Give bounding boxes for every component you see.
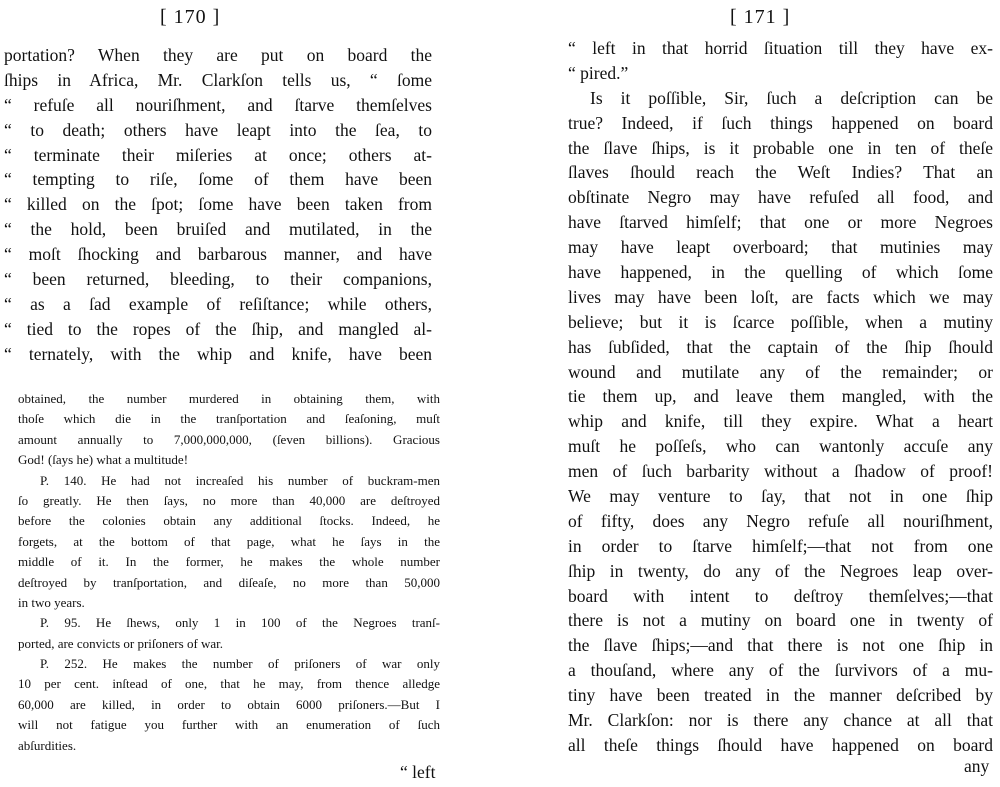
text-line: lives may have been loſt, are facts which we may	[568, 286, 993, 307]
text-line: all theſe things ſhould have happened on board	[568, 734, 993, 755]
footnote-line: P. 95. He ſhews, only 1 in 100 of the Negroes tranſ-	[40, 615, 440, 631]
text-line: “ as a ſad example of reſiſtance; while others,	[4, 293, 432, 314]
text-line: ſlaves ſhould reach the Weſt Indies? That an	[568, 162, 993, 183]
catchword-right: any	[964, 756, 990, 776]
text-line: board with intent to deſtroy themſelves;—that	[568, 585, 993, 606]
text-line: Is it poſſible, Sir, ſuch a deſcription can be	[590, 87, 993, 108]
text-line: muſt he poſſeſs, who can wantonly accuſe any	[568, 436, 993, 457]
text-line: may have leapt overboard; that mutinies may	[568, 237, 993, 258]
main-text-right	[568, 36, 993, 758]
text-line: tiny have been treated in the manner deſcribed by	[568, 685, 993, 706]
text-line: “ killed on the ſpot; ſome have been taken from	[4, 194, 432, 215]
text-line: “ to death; others have leapt into the ſea, to	[4, 119, 432, 140]
text-line: “ tied to the ropes of the ſhip, and mangled al-	[4, 318, 432, 339]
text-line: have happened, in the quelling of which ſome	[568, 262, 993, 283]
text-line: has ſubſided, that the captain of the ſhip ſhould	[568, 336, 993, 357]
text-line: whip and knife, till they expire. What a heart	[568, 411, 993, 432]
footnote-line: P. 252. He makes the number of priſoners of war only	[40, 656, 440, 672]
footnote-line: will not fatigue you further with an enumeration of ſuch	[18, 717, 440, 733]
footnote-line: deſtroyed by tranſportation, and diſeaſe, no more than 50,000	[18, 574, 440, 590]
text-line: obſtinate Negro may have refuſed all food, and	[568, 187, 993, 208]
text-line: wound and mutilate any of the remainder; or	[568, 361, 993, 382]
footnote-line: God! (ſays he) what a multitude!	[18, 452, 189, 468]
text-line: “ left in that horrid ſituation till they have ex-	[568, 38, 993, 58]
footnote-line: amount annually to 7,000,000,000, (ſeven billions). Gracious	[18, 431, 440, 447]
text-line: the ſlave ſhips, is it probable one in ten of theſe	[568, 137, 993, 158]
text-line: portation? When they are put on board the	[4, 45, 432, 65]
footnote-line: forgets, at the bottom of that page, what he ſays in the	[18, 533, 440, 549]
text-line: “ ternately, with the whip and knife, have been	[4, 343, 432, 364]
page-number-left: [ 170 ]	[160, 6, 221, 28]
text-line: “ moſt ſhocking and barbarous manner, and have	[4, 244, 432, 265]
text-line: “ been returned, bleeding, to their companions,	[4, 269, 432, 290]
footnote-line: ſo greatly. He then ſays, no more than 40,000 are deſtroyed	[18, 492, 440, 508]
text-line: a thouſand, where any of the ſurvivors of a mu-	[568, 660, 993, 681]
text-line: “ pired.”	[568, 62, 629, 83]
text-line: ſhips in Africa, Mr. Clarkſon tells us, “ ſome	[4, 69, 432, 90]
footnote-line: thoſe which die in the tranſportation and ſeaſoning, muſt	[18, 411, 440, 427]
text-line: men of ſuch barbarity without a ſhadow of proof!	[568, 461, 993, 482]
page-number-right: [ 171 ]	[730, 6, 791, 28]
footnote-line: P. 140. He had not increaſed his number of buckram-men	[40, 472, 440, 488]
text-line: ſhip in twenty, do any of the Negroes leap over-	[568, 560, 993, 581]
text-line: true? Indeed, if ſuch things happened on board	[568, 112, 993, 133]
text-line: in order to ſtarve himſelf;—that not from one	[568, 535, 993, 556]
footnote-line: middle of it. In the former, he makes the whole number	[18, 554, 440, 570]
footnote-line: ported, are convicts or priſoners of war.	[18, 635, 224, 651]
footnote-line: 60,000 are killed, in order to obtain 6000 priſoners.—But I	[18, 696, 440, 712]
text-line: We may venture to ſay, that not in one ſhip	[568, 486, 993, 507]
text-line: believe; but it is ſcarce poſſible, when a mutiny	[568, 311, 993, 332]
text-line: “ tempting to riſe, ſome of them have been	[4, 169, 432, 190]
text-line: “ terminate their miſeries at once; others at-	[4, 144, 432, 165]
text-line: of fifty, does any Negro refuſe all nouriſhment,	[568, 510, 993, 531]
text-line: there is not a mutiny on board one in twenty of	[568, 610, 993, 631]
footnote-line: abſurdities.	[18, 737, 77, 753]
text-line: Mr. Clarkſon: nor is there any chance at all that	[568, 710, 993, 731]
footnote-line: obtained, the number murdered in obtaining them, with	[18, 391, 440, 406]
footnote-block	[18, 389, 440, 756]
catchword-left: “ left	[400, 762, 436, 782]
text-line: the ſlave ſhips;—and that there is not one ſhip in	[568, 635, 993, 656]
footnote-line: 10 per cent. inſtead of one, that he may, from thence alledge	[18, 676, 440, 692]
text-line: have ſtarved himſelf; that one or more Negroes	[568, 212, 993, 233]
footnote-line: before the colonies obtain any additional ſtocks. Indeed, he	[18, 513, 440, 529]
text-line: tie them up, and leave them mangled, with the	[568, 386, 993, 407]
main-text-left	[4, 43, 432, 367]
footnote-line: in two years.	[18, 594, 85, 610]
text-line: “ the hold, been bruiſed and mutilated, in the	[4, 219, 432, 240]
text-line: “ refuſe all nouriſhment, and ſtarve themſelves	[4, 94, 432, 115]
right-page	[500, 0, 1000, 787]
